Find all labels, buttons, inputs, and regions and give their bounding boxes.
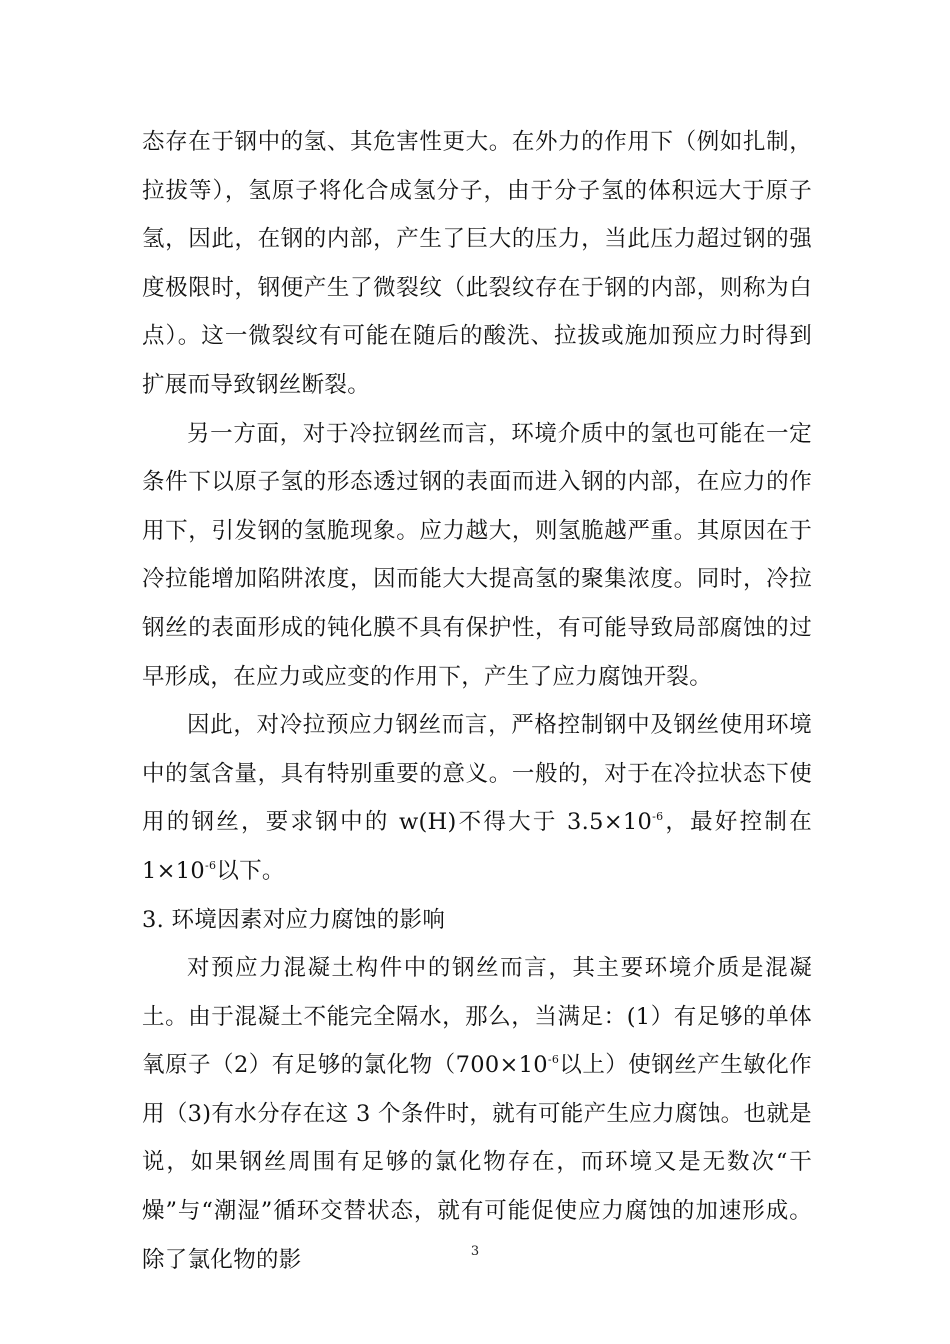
superscript-exponent: -6 (205, 858, 217, 872)
paragraph-text-segment: 因此，对冷拉预应力钢丝而言，严格控制钢中及钢丝使用环境中的氢含量，具有特别重要的意义。一般的，对于在冷拉状态下使用的钢丝，要求钢中的 w(H)不得大于 3.5×10 (142, 712, 812, 836)
paragraph-hydrogen-control (142, 701, 812, 895)
paragraph-text-segment: 以上）使钢丝产生敏化作用（3)有水分存在这 3 个条件时，就有可能产生应力腐蚀。也就是说，如果钢丝周围有足够的氯化物存在，而环境又是无数次“干燥”与“潮湿”循环交替状态，就有可能促使应力腐蚀的加速形成。除了氯化物的影 (142, 1052, 812, 1273)
paragraph-hydrogen-embrittlement: 另一方面，对于冷拉钢丝而言，环境介质中的氢也可能在一定条件下以原子氢的形态透过钢的表面而进入钢的内部，在应力的作用下，引发钢的氢脆现象。应力越大，则氢脆越严重。其原因在于冷拉能增加陷阱浓度，因而能大大提高氢的聚集浓度。同时，冷拉钢丝的表面形成的钝化膜不具有保护性，有可能导致局部腐蚀的过早形成，在应力或应变的作用下，产生了应力腐蚀开裂。 (142, 420, 812, 690)
superscript-exponent: -6 (652, 810, 664, 824)
body-text (142, 118, 812, 1284)
paragraph-environment-factors (142, 944, 812, 1284)
paragraph-text-segment: ，最好控制在 1×10 (142, 809, 812, 884)
section-heading: 3. 环境因素对应力腐蚀的影响 (142, 906, 446, 933)
paragraph-text-segment: 对预应力混凝土构件中的钢丝而言，其主要环境介质是混凝土。由于混凝土不能完全隔水，那么，当满足：(1）有足够的单体氧原子（2）有足够的氯化物（700×10 (142, 955, 812, 1079)
paragraph-hydrogen-microcrack: 态存在于钢中的氢、其危害性更大。在外力的作用下（例如扎制，拉拔等），氢原子将化合成氢分子，由于分子氢的体积远大于原子氢，因此，在钢的内部，产生了巨大的压力，当此压力超过钢的强度极限时，钢便产生了微裂纹（此裂纹存在于钢的内部，则称为白点）。这一微裂纹有可能在随后的酸洗、拉拔或施加预应力时得到扩展而导致钢丝断裂。 (142, 129, 812, 398)
page-number: 3 (470, 1244, 480, 1259)
superscript-exponent: -6 (547, 1053, 560, 1067)
paragraph-text-segment: 以下。 (216, 857, 285, 884)
